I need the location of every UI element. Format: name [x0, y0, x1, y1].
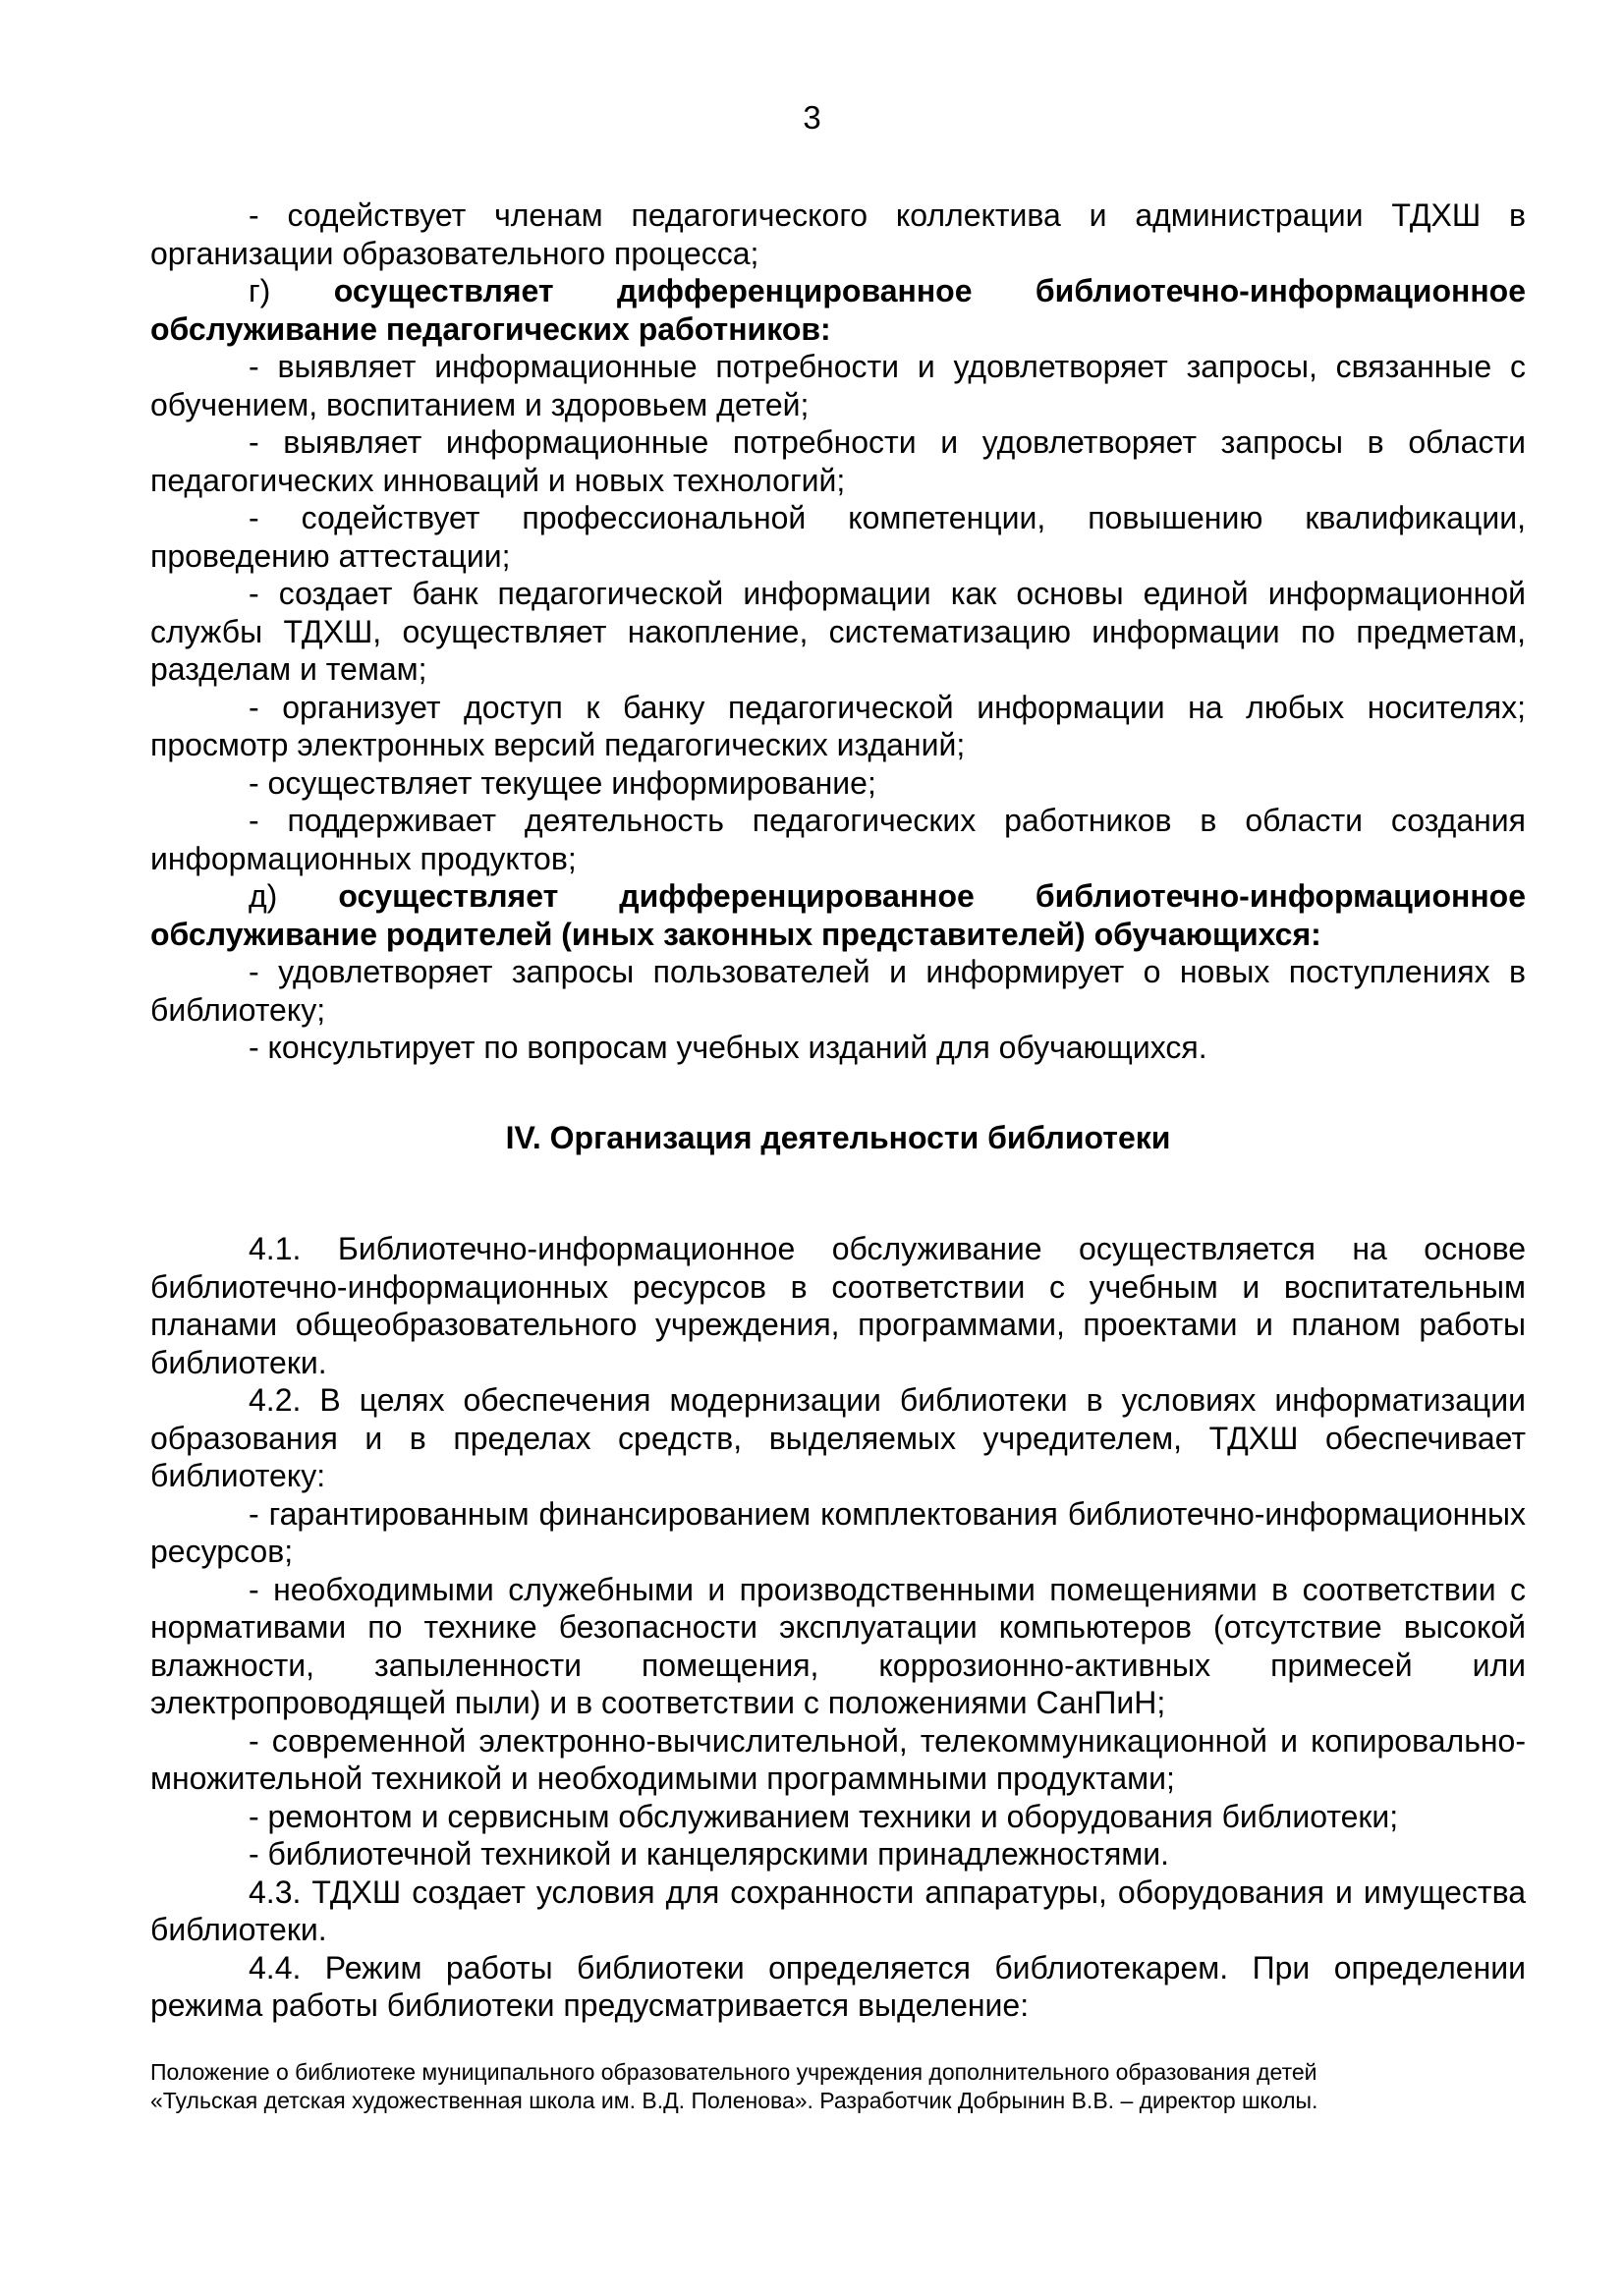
paragraph: - выявляет информационные потребности и удовлетворяет запросы в области педагогических инноваций и новых технологий; — [150, 424, 1526, 498]
paragraph: - гарантированным финансированием комплектования библиотечно-информационных ресурсов; — [150, 1495, 1526, 1569]
page-number: 3 — [803, 99, 821, 136]
subsection-heading: г) осуществляет дифференцированное библиотечно-информационное обслуживание педагогических работников: — [150, 273, 1526, 347]
paragraph: - ремонтом и сервисным обслуживанием техники и оборудования библиотеки; — [249, 1798, 1399, 1834]
paragraph: - поддерживает деятельность педагогических работников в области создания информационных продуктов; — [150, 803, 1526, 876]
section-title: IV. Организация деятельности библиотеки — [505, 1119, 1171, 1155]
paragraph: 4.2. В целях обеспечения модернизации библиотеки в условиях информатизации образования и в пределах средств, выделяемых учредителем, ТДХШ обеспечивает библиотеку: — [150, 1382, 1526, 1493]
paragraph: - библиотечной техникой и канцелярскими принадлежностями. — [249, 1836, 1170, 1872]
paragraph: - содействует членам педагогического коллектива и администрации ТДХШ в организации образовательного процесса; — [150, 197, 1526, 271]
paragraph: - создает банк педагогической информации как основы единой информационной службы ТДХШ, осуществляет накопление, систематизацию информации по предметам, разделам и темам; — [150, 576, 1526, 687]
paragraph: - организует доступ к банку педагогической информации на любых носителях; просмотр электронных версий педагогических изданий; — [150, 689, 1526, 762]
document-body — [150, 196, 1526, 2025]
footer-line: Положение о библиотеке муниципального образовательного учреждения дополнительного образования детей — [150, 2059, 1317, 2085]
footer-line: «Тульская детская художественная школа им. В.Д. Поленова». Разработчик Добрынин В.В. – директор школы. — [150, 2088, 1318, 2113]
paragraph: 4.1. Библиотечно-информационное обслуживание осуществляется на основе библиотечно-информационных ресурсов в соответствии с учебным и воспитательным планами общеобразовательного учреждения, программами, проектами и планом работы библиотеки. — [150, 1231, 1526, 1380]
paragraph: - необходимыми служебными и производственными помещениями в соответствии с нормативами по технике безопасности эксплуатации компьютеров (отсутствие высокой влажности, запыленности помещения, коррозионно-активных примесей или электропроводящей пыли) и в соответствии с положениями СанПиН; — [150, 1571, 1526, 1720]
paragraph: - осуществляет текущее информирование; — [249, 764, 876, 801]
paragraph: 4.3. ТДХШ создает условия для сохранности аппаратуры, оборудования и имущества библиотеки. — [150, 1874, 1526, 1947]
paragraph: - консультирует по вопросам учебных изданий для обучающихся. — [249, 1030, 1207, 1065]
paragraph: - содействует профессиональной компетенции, повышению квалификации, проведению аттестации; — [150, 500, 1526, 574]
page-footer — [150, 2058, 1526, 2115]
paragraph: - удовлетворяет запросы пользователей и информирует о новых поступлениях в библиотеку; — [150, 954, 1526, 1028]
paragraph: - выявляет информационные потребности и удовлетворяет запросы, связанные с обучением, воспитанием и здоровьем детей; — [150, 349, 1526, 422]
paragraph: 4.4. Режим работы библиотеки определяется библиотекарем. При определении режима работы библиотеки предусматривается выделение: — [150, 1949, 1526, 2023]
subsection-heading: д) осуществляет дифференцированное библиотечно-информационное обслуживание родителей (иных законных представителей) обучающихся: — [150, 878, 1527, 952]
paragraph: - современной электронно-вычислительной, телекоммуникационной и копировально-множительной техникой и необходимыми программными продуктами; — [150, 1722, 1526, 1796]
